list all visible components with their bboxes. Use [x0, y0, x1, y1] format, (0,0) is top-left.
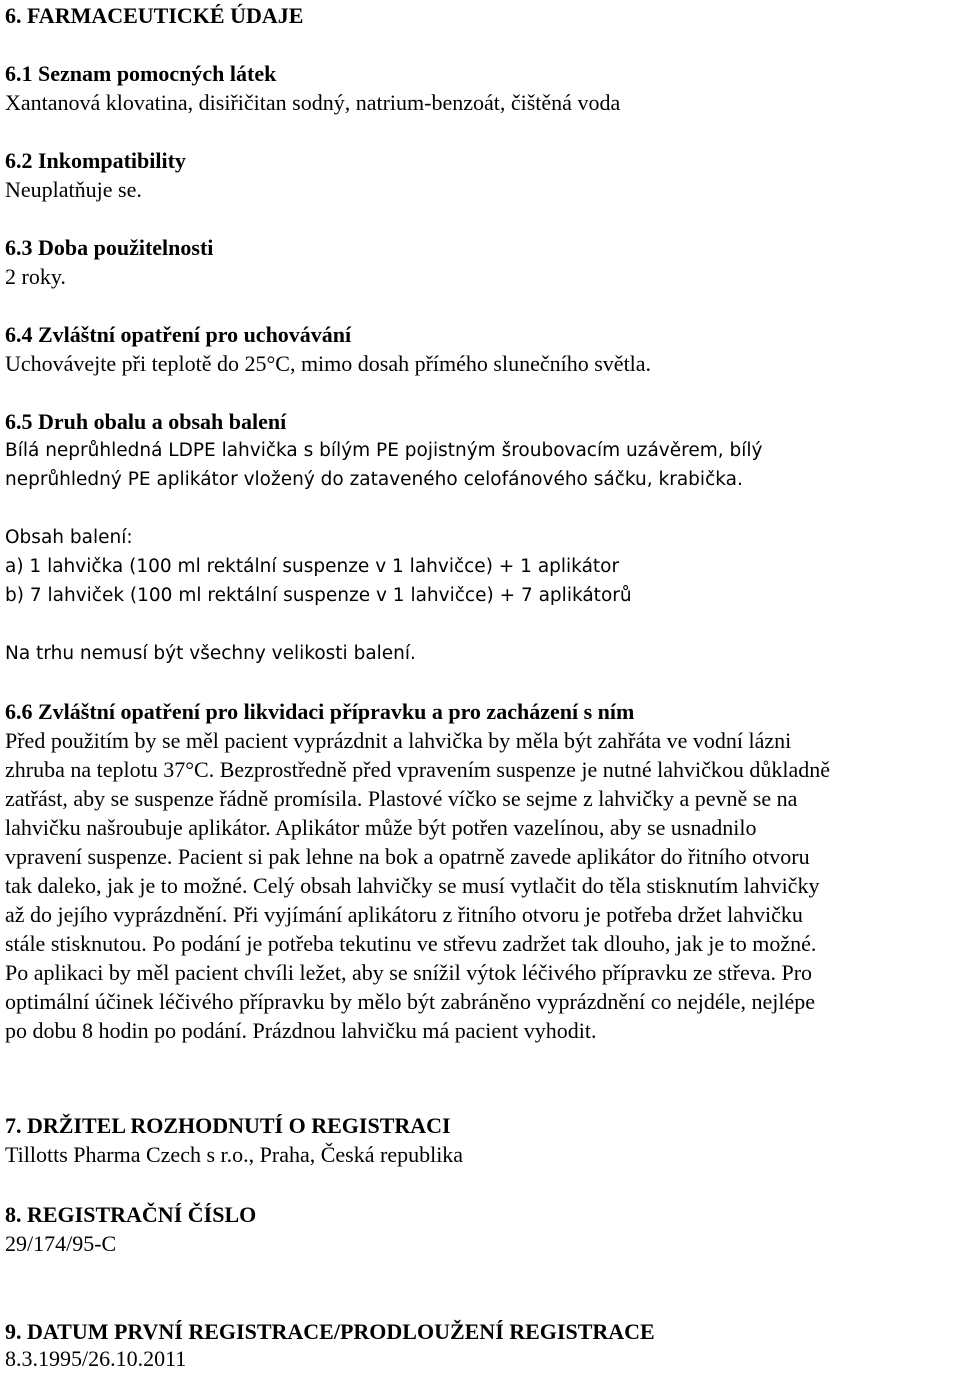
section-6-5-text-line: neprůhledný PE aplikátor vložený do zataveného celofánového sáčku, krabička.	[5, 469, 743, 490]
section-6-3-heading: 6.3 Doba použitelnosti	[5, 235, 214, 260]
section-6-6-text-line: vpravení suspenze. Pacient si pak lehne na bok a opatrně zavede aplikátor do řitního otvoru	[5, 844, 810, 869]
section-6-6-text-line: zatřást, aby se suspenze řádně promísila. Plastové víčko se sejme z lahvičky a pevně se na	[5, 786, 798, 811]
obsah-baleni-heading: Obsah balení:	[5, 527, 133, 548]
section-6-6-text-line: stále stisknutou. Po podání je potřeba tekutinu ve střevu zadržet tak dlouho, jak je to možné.	[5, 931, 817, 956]
section-8-text: 29/174/95-C	[5, 1231, 117, 1256]
section-6-2-heading: 6.2 Inkompatibility	[5, 148, 186, 173]
obsah-baleni-item: b) 7 lahviček (100 ml rektální suspenze v 1 lahvičce) + 7 aplikátorů	[5, 585, 632, 606]
section-6-3-text: 2 roky.	[5, 264, 66, 289]
section-6-heading: 6. FARMACEUTICKÉ ÚDAJE	[5, 3, 304, 28]
section-6-6-heading: 6.6 Zvláštní opatření pro likvidaci přípravku a pro zacházení s ním	[5, 699, 635, 724]
section-9-heading: 9. DATUM PRVNÍ REGISTRACE/PRODLOUŽENÍ REGISTRACE	[5, 1319, 655, 1344]
section-6-6-text-line: Po aplikaci by měl pacient chvíli ležet, aby se snížil výtok léčivého přípravku ze střeva. Pro	[5, 960, 813, 985]
section-6-6-text-line: Před použitím by se měl pacient vyprázdnit a lahvička by měla být zahřáta ve vodní lázni	[5, 728, 792, 753]
section-6-5-text-line: Bílá neprůhledná LDPE lahvička s bílým PE pojistným šroubovacím uzávěrem, bílý	[5, 440, 763, 461]
section-6-4-text: Uchovávejte při teplotě do 25°C, mimo dosah přímého slunečního světla.	[5, 351, 652, 376]
section-6-6-text-line: po dobu 8 hodin po podání. Prázdnou lahvičku má pacient vyhodit.	[5, 1018, 597, 1043]
section-6-6-text-line: tak daleko, jak je to možné. Celý obsah lahvičky se musí vytlačit do těla stisknutím lahvičky	[5, 873, 820, 898]
section-6-2-text: Neuplatňuje se.	[5, 177, 142, 202]
section-8-heading: 8. REGISTRAČNÍ ČÍSLO	[5, 1202, 257, 1227]
section-6-6-text-line: až do jejího vyprázdnění. Při vyjímání aplikátoru z řitního otvoru je potřeba držet lahvičku	[5, 902, 803, 927]
section-6-5-heading: 6.5 Druh obalu a obsah balení	[5, 409, 287, 434]
section-6-6-text-line: optimální účinek léčivého přípravku by mělo být zabráněno vyprázdnění co nejdéle, nejlépe	[5, 989, 816, 1014]
section-6-1-heading: 6.1 Seznam pomocných látek	[5, 61, 277, 86]
section-9-text: 8.3.1995/26.10.2011	[5, 1346, 187, 1371]
section-6-4-heading: 6.4 Zvláštní opatření pro uchovávání	[5, 322, 352, 347]
section-7-heading: 7. DRŽITEL ROZHODNUTÍ O REGISTRACI	[5, 1113, 451, 1138]
section-6-5-note: Na trhu nemusí být všechny velikosti balení.	[5, 643, 416, 664]
section-6-1-text: Xantanová klovatina, disiřičitan sodný, natrium-benzoát, čištěná voda	[5, 90, 621, 115]
section-7-text: Tillotts Pharma Czech s r.o., Praha, Česká republika	[5, 1142, 464, 1167]
section-6-6-text-line: zhruba na teplotu 37°C. Bezprostředně před vpravením suspenze je nutné lahvičkou důkladně	[5, 757, 830, 782]
section-6-6-text-line: lahvičku našroubuje aplikátor. Aplikátor může být potřen vazelínou, aby se usnadnilo	[5, 815, 757, 840]
obsah-baleni-item: a) 1 lahvička (100 ml rektální suspenze v 1 lahvičce) + 1 aplikátor	[5, 556, 620, 577]
